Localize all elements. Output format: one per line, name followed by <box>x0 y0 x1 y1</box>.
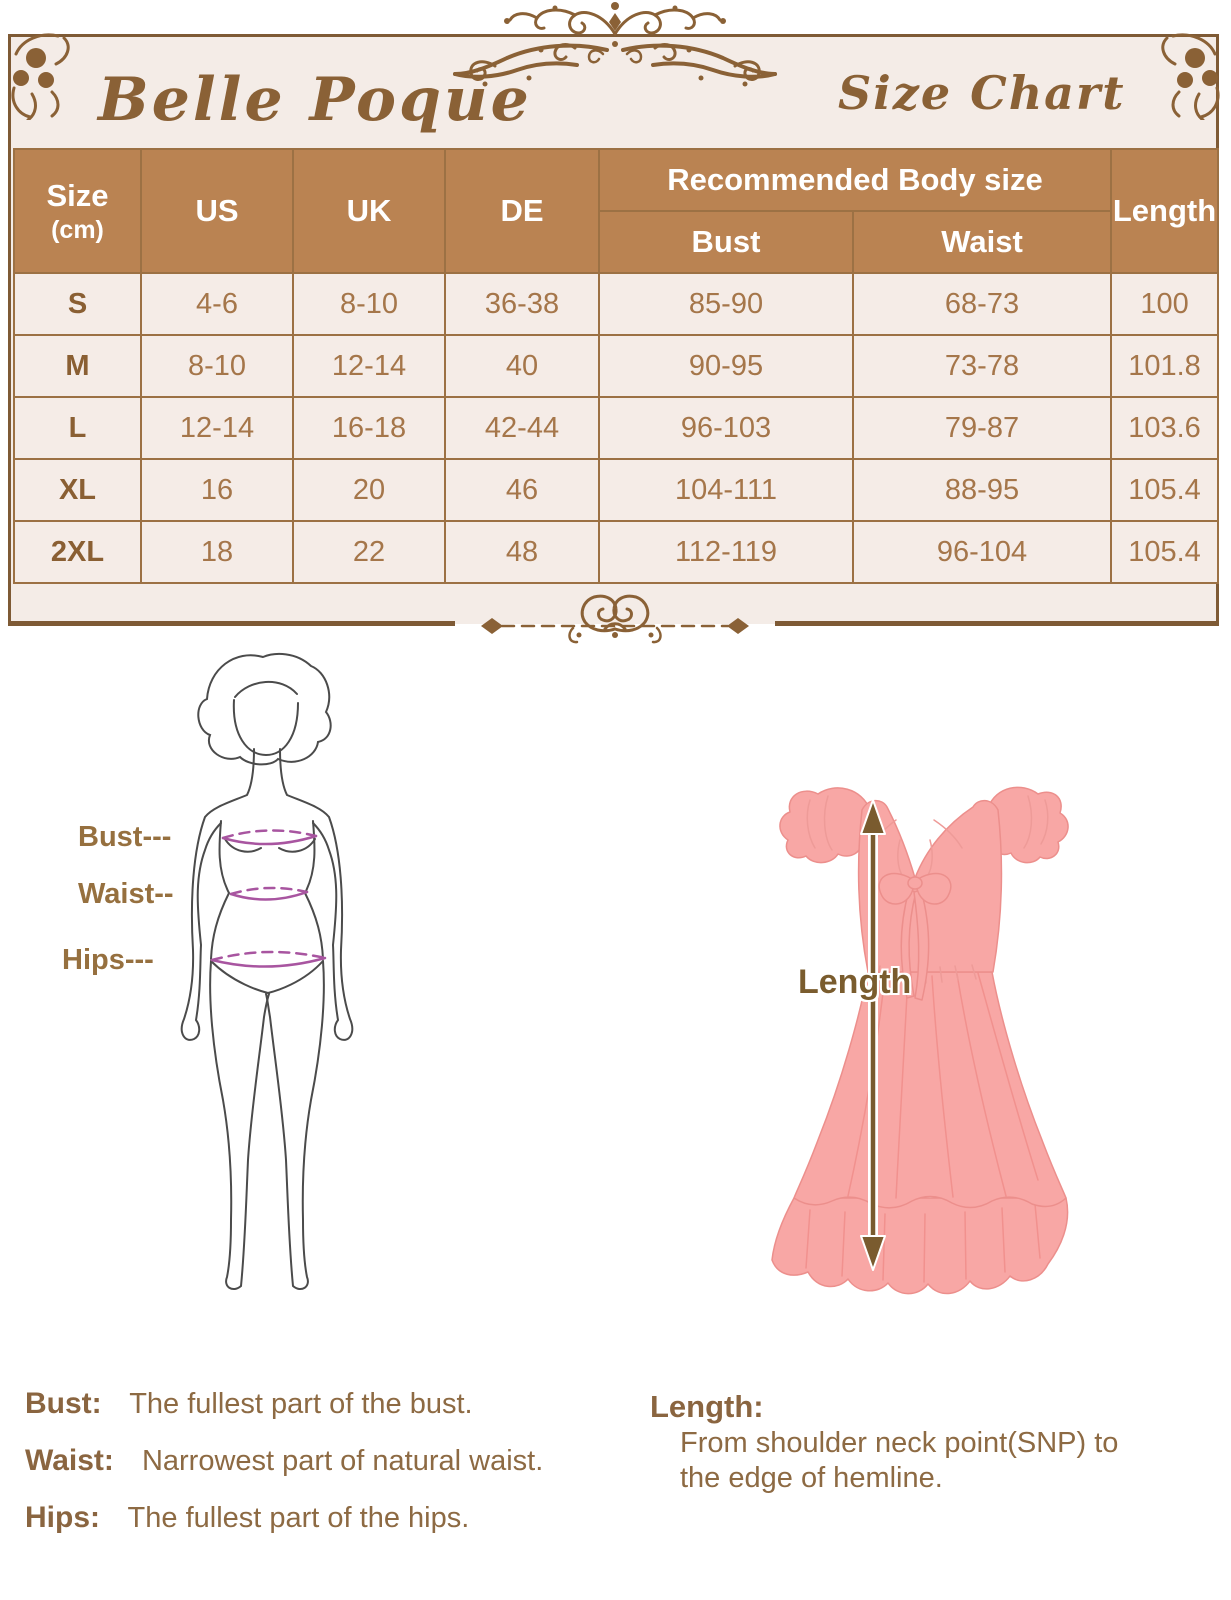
cell-bust: 104-111 <box>599 459 853 521</box>
hips-definition-text: The fullest part of the hips. <box>127 1502 470 1534</box>
cell-waist: 88-95 <box>853 459 1111 521</box>
cell-length: 101.8 <box>1111 335 1218 397</box>
cell-bust: 85-90 <box>599 273 853 335</box>
table-row-l <box>14 397 1218 459</box>
dress-hem-flounce <box>772 1198 1068 1294</box>
cell-bust: 90-95 <box>599 335 853 397</box>
col-header-de: DE <box>445 149 599 273</box>
cell-size: 2XL <box>14 521 141 583</box>
cell-waist: 79-87 <box>853 397 1111 459</box>
size-unit-label: (cm) <box>51 215 104 244</box>
bust-definition-text: The fullest part of the bust. <box>129 1388 473 1420</box>
waist-definition <box>25 1443 635 1479</box>
page-title <box>838 58 1158 128</box>
cell-length: 103.6 <box>1111 397 1218 459</box>
cell-de: 46 <box>445 459 599 521</box>
cell-waist: 68-73 <box>853 273 1111 335</box>
cell-size: M <box>14 335 141 397</box>
waist-figure-label: Waist-- <box>78 878 174 910</box>
corner-ornament-left <box>6 28 86 120</box>
waist-definition-text: Narrowest part of natural waist. <box>141 1445 544 1477</box>
length-definition-line1: From shoulder neck point(SNP) to <box>680 1427 1119 1459</box>
cell-length: 105.4 <box>1111 459 1218 521</box>
cell-waist: 73-78 <box>853 335 1111 397</box>
measurement-definitions <box>25 1386 635 1536</box>
brand-name: Belle Poque <box>98 65 532 135</box>
cell-size: S <box>14 273 141 335</box>
cell-length: 100 <box>1111 273 1218 335</box>
cell-de: 42-44 <box>445 397 599 459</box>
col-header-us: US <box>141 149 293 273</box>
table-row-xl <box>14 459 1218 521</box>
col-header-waist: Waist <box>853 211 1111 273</box>
cell-us: 18 <box>141 521 293 583</box>
waist-term: Waist: <box>25 1444 114 1477</box>
cell-size: XL <box>14 459 141 521</box>
length-definition-text <box>680 1426 1210 1496</box>
cell-de: 40 <box>445 335 599 397</box>
cell-us: 16 <box>141 459 293 521</box>
table-row-s <box>14 273 1218 335</box>
cell-bust: 96-103 <box>599 397 853 459</box>
length-term: Length: <box>650 1389 764 1424</box>
cell-us: 12-14 <box>141 397 293 459</box>
bust-definition <box>25 1386 635 1422</box>
cell-bust: 112-119 <box>599 521 853 583</box>
cell-uk: 8-10 <box>293 273 445 335</box>
bust-term: Bust: <box>25 1387 102 1420</box>
col-header-length: Length <box>1111 149 1218 273</box>
col-header-size <box>14 149 141 273</box>
cell-uk: 16-18 <box>293 397 445 459</box>
size-chart-table <box>13 148 1219 584</box>
cell-waist: 96-104 <box>853 521 1111 583</box>
hips-term: Hips: <box>25 1501 100 1534</box>
chart-title-text: Size Chart <box>838 66 1126 120</box>
col-header-bust: Bust <box>599 211 853 273</box>
cell-uk: 12-14 <box>293 335 445 397</box>
top-crest-ornament <box>465 0 765 40</box>
hips-definition <box>25 1500 635 1536</box>
table-row-2xl <box>14 521 1218 583</box>
length-definition <box>650 1388 1210 1496</box>
col-header-recommended: Recommended Body size <box>599 149 1111 211</box>
left-sleeve-ruffle <box>780 788 871 863</box>
cell-us: 8-10 <box>141 335 293 397</box>
cell-length: 105.4 <box>1111 521 1218 583</box>
cell-uk: 20 <box>293 459 445 521</box>
col-header-uk: UK <box>293 149 445 273</box>
table-row-m <box>14 335 1218 397</box>
brand-logo <box>98 50 578 150</box>
cell-uk: 22 <box>293 521 445 583</box>
cell-size: L <box>14 397 141 459</box>
size-header-label: Size <box>46 177 109 213</box>
hips-figure-label: Hips--- <box>62 944 154 976</box>
dress-skirt <box>794 972 1066 1208</box>
bust-figure-label: Bust--- <box>78 821 172 853</box>
dress-length-label: Length <box>798 963 912 1001</box>
length-definition-line2: the edge of hemline. <box>680 1462 943 1494</box>
cell-us: 4-6 <box>141 273 293 335</box>
dress-illustration <box>750 780 1110 1305</box>
bottom-divider-ornament <box>455 585 775 647</box>
cell-de: 48 <box>445 521 599 583</box>
cell-de: 36-38 <box>445 273 599 335</box>
body-measurement-figure <box>135 645 465 1305</box>
